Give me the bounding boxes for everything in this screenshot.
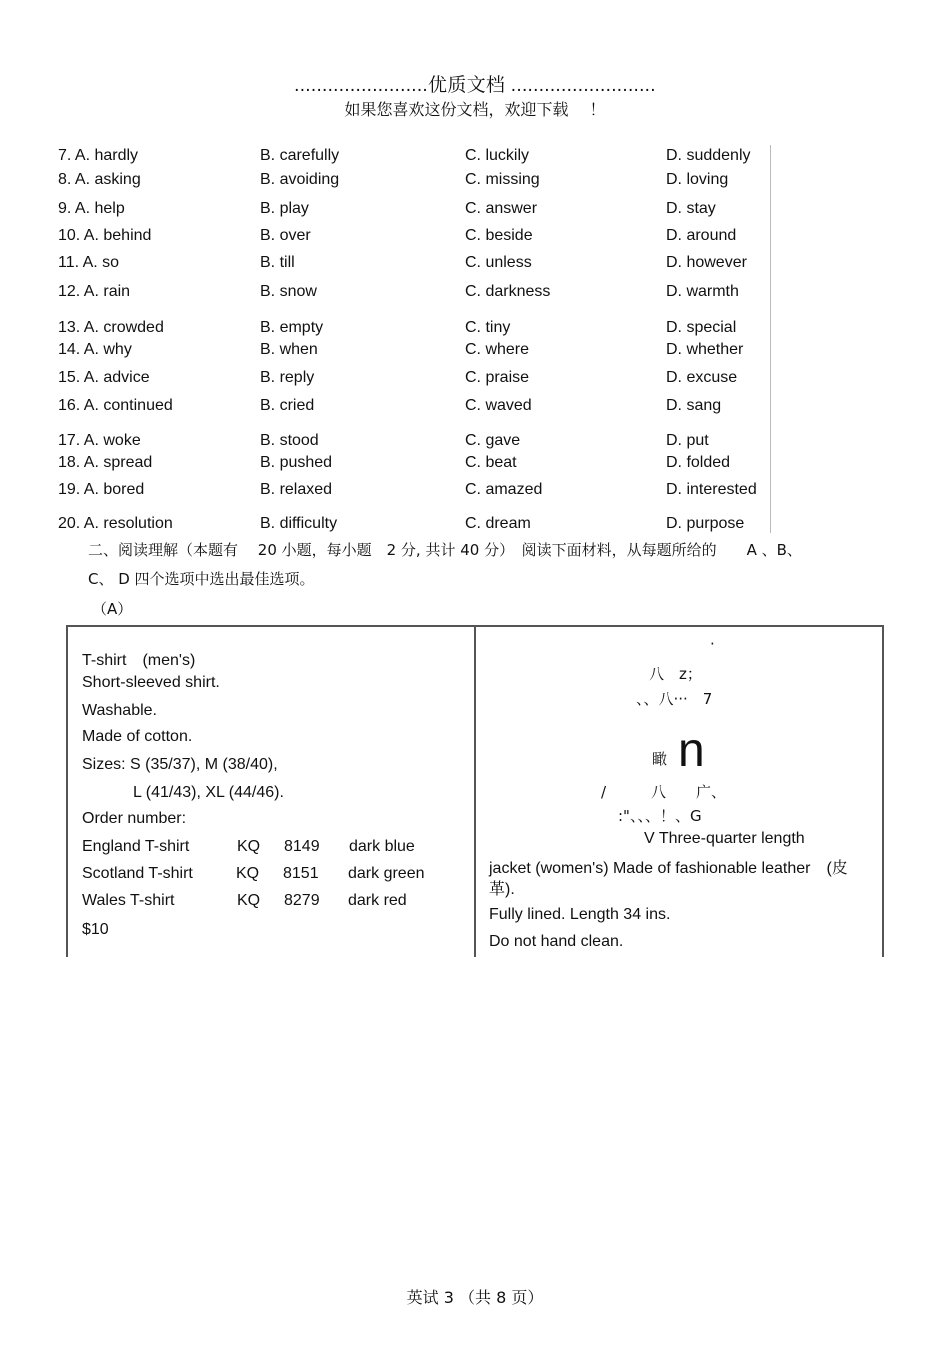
ocr-noise: · — [710, 635, 715, 653]
option-a: 20. A. resolution — [58, 515, 173, 532]
option-a: 13. A. crowded — [58, 319, 164, 336]
option-c: C. darkness — [465, 283, 551, 300]
option-a: 14. A. why — [58, 341, 132, 358]
order-color: dark green — [348, 865, 425, 882]
jacket-desc: jacket (women's) Made of fashionable leather (皮 — [489, 860, 848, 877]
option-c: C. beside — [465, 227, 533, 244]
order-code: KQ — [236, 865, 260, 882]
option-c: C. luckily — [465, 147, 530, 164]
ocr-noise: 八 z； — [649, 665, 702, 683]
option-c: C. where — [465, 341, 530, 358]
order-num: 8151 — [283, 865, 319, 882]
tshirt-sizes: Sizes: S (35/37), M (38/40), — [82, 756, 278, 773]
order-color: dark blue — [349, 838, 415, 855]
option-b: B. empty — [260, 319, 324, 336]
option-b: B. carefully — [260, 147, 340, 164]
header-subtitle: 如果您喜欢这份文档，欢迎下载 ！ — [344, 100, 606, 119]
ocr-noise: 瞰 — [652, 750, 668, 768]
ocr-noise-large: n — [678, 724, 705, 777]
option-b: B. avoiding — [260, 171, 340, 188]
option-b: B. relaxed — [260, 481, 333, 498]
option-a: 17. A. woke — [58, 432, 141, 449]
option-c: C. gave — [465, 432, 521, 449]
option-c: C. tiny — [465, 319, 511, 336]
option-b: B. over — [260, 227, 311, 244]
part-label: （A） — [92, 600, 133, 618]
column-divider — [770, 145, 771, 533]
header-title: ........................优质文档 .......................... — [294, 75, 656, 96]
order-name: Wales T-shirt — [82, 892, 175, 909]
option-b: B. cried — [260, 397, 315, 414]
order-number-label: Order number: — [82, 810, 187, 827]
option-d: D. excuse — [666, 369, 738, 386]
tshirt-washable: Washable. — [82, 702, 157, 719]
option-d: D. suddenly — [666, 147, 751, 164]
option-c: C. dream — [465, 515, 531, 532]
option-c: C. amazed — [465, 481, 543, 498]
option-d: D. sang — [666, 397, 722, 414]
option-a: 15. A. advice — [58, 369, 150, 386]
order-code: KQ — [237, 838, 261, 855]
tshirt-sizes-cont: L (41/43), XL (44/46). — [133, 784, 284, 801]
tshirt-ad-box — [66, 625, 475, 957]
tshirt-material: Made of cotton. — [82, 728, 193, 745]
option-b: B. difficulty — [260, 515, 338, 532]
option-d: D. loving — [666, 171, 729, 188]
option-d: D. however — [666, 254, 747, 271]
jacket-lining: Fully lined. Length 34 ins. — [489, 906, 671, 923]
option-d: D. around — [666, 227, 737, 244]
section-heading: 二、阅读理解（本题有 20 小题，每小题 2 分, 共计 40 分） 阅读下面材料，从每题所给的 A 、B、 — [88, 541, 802, 559]
option-a: 7. A. hardly — [58, 147, 139, 164]
option-d: D. purpose — [666, 515, 745, 532]
option-b: B. snow — [260, 283, 317, 300]
option-d: D. stay — [666, 200, 716, 217]
option-a: 16. A. continued — [58, 397, 173, 414]
option-c: C. waved — [465, 397, 532, 414]
price: $10 — [82, 921, 109, 938]
option-b: B. play — [260, 200, 309, 217]
tshirt-desc: Short-sleeved shirt. — [82, 674, 220, 691]
option-c: C. unless — [465, 254, 532, 271]
option-d: D. whether — [666, 341, 744, 358]
order-code: KQ — [237, 892, 261, 909]
order-num: 8279 — [284, 892, 320, 909]
jacket-title: V Three-quarter length — [644, 830, 805, 847]
jacket-ad-box — [474, 625, 884, 957]
option-d: D. interested — [666, 481, 757, 498]
option-d: D. folded — [666, 454, 731, 471]
option-b: B. till — [260, 254, 295, 271]
ocr-noise: / 八 广、 — [601, 783, 727, 801]
option-b: B. pushed — [260, 454, 333, 471]
option-c: C. beat — [465, 454, 517, 471]
option-b: B. reply — [260, 369, 315, 386]
option-c: C. missing — [465, 171, 540, 188]
option-a: 11. A. so — [58, 254, 120, 271]
tshirt-title: T-shirt (men's) — [82, 652, 196, 669]
order-name: England T-shirt — [82, 838, 190, 855]
jacket-desc-cont: 革). — [489, 881, 515, 898]
ocr-noise: 、、八··· 7 — [636, 690, 713, 708]
option-b: B. when — [260, 341, 318, 358]
jacket-care: Do not hand clean. — [489, 933, 624, 950]
option-d: D. warmth — [666, 283, 739, 300]
option-a: 18. A. spread — [58, 454, 153, 471]
option-d: D. put — [666, 432, 709, 449]
option-a: 12. A. rain — [58, 283, 131, 300]
order-color: dark red — [348, 892, 407, 909]
page-footer: 英试 3 （共 8 页） — [406, 1288, 544, 1307]
option-a: 10. A. behind — [58, 227, 152, 244]
option-d: D. special — [666, 319, 737, 336]
option-c: C. praise — [465, 369, 530, 386]
option-a: 19. A. bored — [58, 481, 145, 498]
option-b: B. stood — [260, 432, 319, 449]
section-instruction: C、 D 四个选项中选出最佳选项。 — [88, 570, 315, 588]
option-c: C. answer — [465, 200, 538, 217]
order-num: 8149 — [284, 838, 320, 855]
ocr-noise: :"、、、！、G — [618, 807, 702, 825]
order-name: Scotland T-shirt — [82, 865, 193, 882]
option-a: 8. A. asking — [58, 171, 141, 188]
option-a: 9. A. help — [58, 200, 125, 217]
